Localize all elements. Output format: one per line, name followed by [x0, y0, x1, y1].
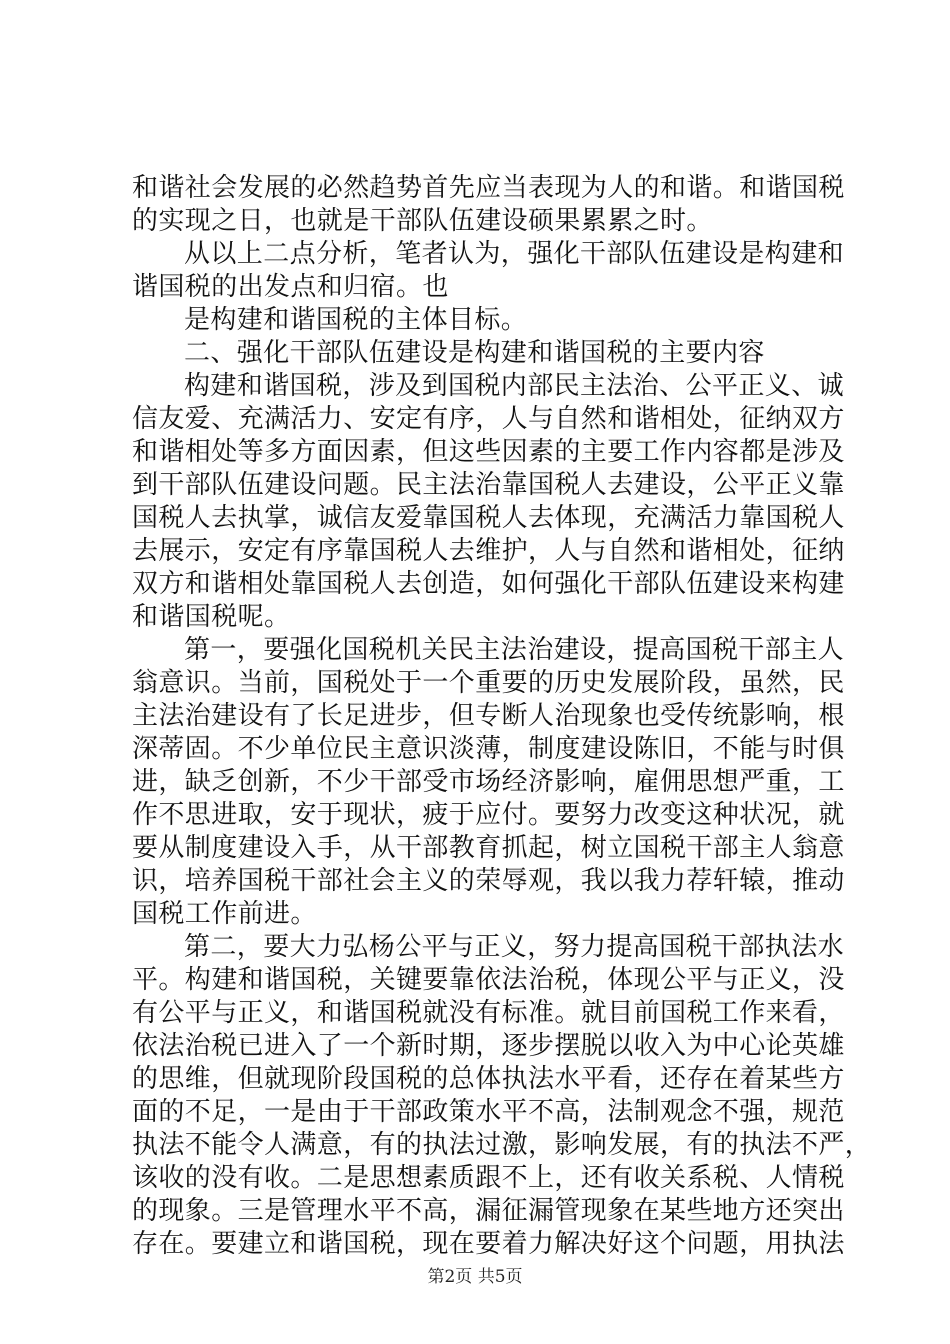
text-line: 识，培养国税干部社会主义的荣辱观，我以我力荐轩辕，推动	[132, 866, 845, 896]
text-line: 深蒂固。不少单位民主意识淡薄，制度建设陈旧，不能与时俱	[132, 734, 845, 764]
text-line: 和谐社会发展的必然趋势首先应当表现为人的和谐。和谐国税	[132, 173, 845, 203]
text-line: 从以上二点分析，笔者认为，强化干部队伍建设是构建和	[184, 239, 845, 269]
text-line: 构建和谐国税，涉及到国税内部民主法治、公平正义、诚	[184, 371, 845, 401]
text-line: 存在。要建立和谐国税，现在要着力解决好这个问题，用执法	[132, 1229, 845, 1259]
text-line: 信友爱、充满活力、安定有序，人与自然和谐相处，征纳双方	[132, 404, 845, 434]
text-line: 要从制度建设入手，从干部教育抓起，树立国税干部主人翁意	[132, 833, 845, 863]
page-footer: 第2页 共5页	[427, 1267, 523, 1287]
text-line: 双方和谐相处靠国税人去创造，如何强化干部队伍建设来构建	[132, 569, 845, 599]
text-line: 第二，要大力弘杨公平与正义，努力提高国税干部执法水	[184, 932, 845, 962]
text-line: 的思维，但就现阶段国税的总体执法水平看，还存在着某些方	[132, 1064, 845, 1094]
text-line: 作不思进取，安于现状，疲于应付。要努力改变这种状况，就	[132, 800, 845, 830]
text-line: 面的不足，一是由于干部政策水平不高，法制观念不强，规范	[132, 1097, 845, 1127]
text-line: 是构建和谐国税的主体目标。	[184, 305, 528, 335]
section-heading: 二、强化干部队伍建设是构建和谐国税的主要内容	[184, 338, 765, 368]
text-line: 到干部队伍建设问题。民主法治靠国税人去建设，公平正义靠	[132, 470, 845, 500]
text-line: 主法治建设有了长足进步，但专断人治现象也受传统影响，根	[132, 701, 845, 731]
text-line: 第一，要强化国税机关民主法治建设，提高国税干部主人	[184, 635, 845, 665]
text-line: 有公平与正义，和谐国税就没有标准。就目前国税工作来看，	[132, 998, 845, 1028]
text-line: 依法治税已进入了一个新时期，逐步摆脱以收入为中心论英雄	[132, 1031, 845, 1061]
document-body	[132, 172, 872, 1261]
text-line: 国税人去执掌，诚信友爱靠国税人去体现，充满活力靠国税人	[132, 503, 845, 533]
text-line: 的现象。三是管理水平不高，漏征漏管现象在某些地方还突出	[132, 1196, 845, 1226]
text-line: 执法不能令人满意，有的执法过激，影响发展，有的执法不严，	[132, 1130, 872, 1160]
text-line: 翁意识。当前，国税处于一个重要的历史发展阶段，虽然，民	[132, 668, 845, 698]
text-line: 该收的没有收。二是思想素质跟不上，还有收关系税、人情税	[132, 1163, 845, 1193]
text-line: 平。构建和谐国税，关键要靠依法治税，体现公平与正义，没	[132, 965, 845, 995]
text-line: 和谐相处等多方面因素，但这些因素的主要工作内容都是涉及	[132, 437, 845, 467]
text-line: 国税工作前进。	[132, 899, 317, 929]
text-line: 谐国税的出发点和归宿。也	[132, 272, 449, 302]
text-line: 和谐国税呢。	[132, 602, 291, 632]
text-line: 去展示，安定有序靠国税人去维护，人与自然和谐相处，征纳	[132, 536, 845, 566]
text-line: 的实现之日，也就是干部队伍建设硕果累累之时。	[132, 206, 713, 236]
text-line: 进，缺乏创新，不少干部受市场经济影响，雇佣思想严重，工	[132, 767, 845, 797]
